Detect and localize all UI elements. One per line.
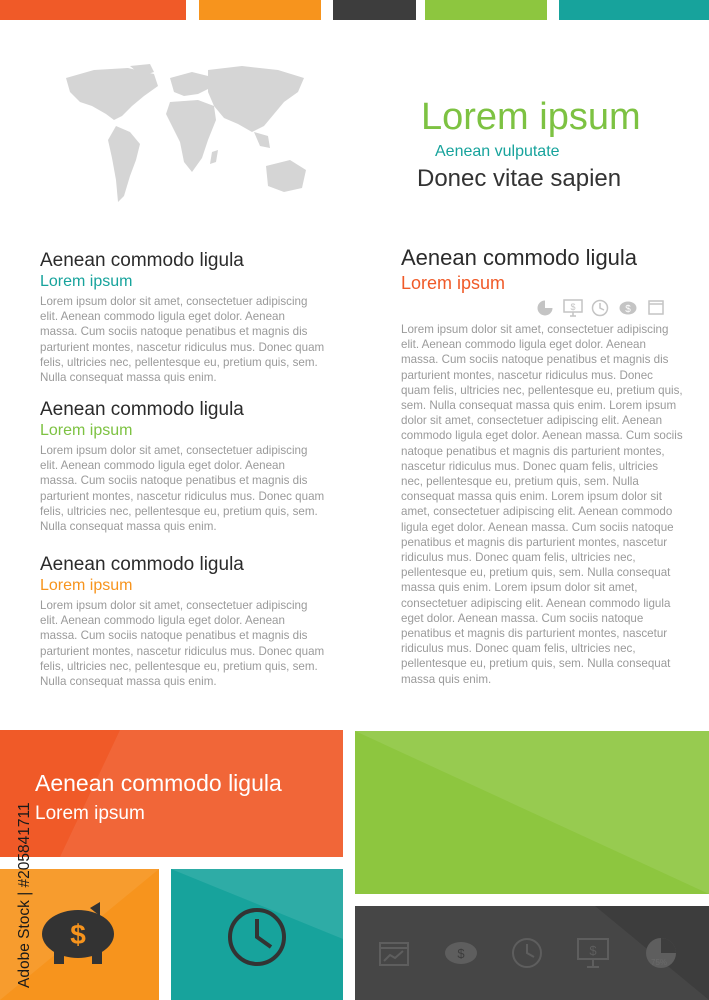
section-heading: Aenean commodo ligula: [401, 245, 638, 270]
piggy-bank-icon: [618, 300, 638, 316]
section-body: Lorem ipsum dolor sit amet, consectetuer adipiscing elit. Aenean commodo ligula eget dolor. Aenean massa. Cum sociis natoque penatibus et magnis dis parturient montes, nascetur ridiculus mus. Donec quam felis, ultricies nec, pellentesque eu, pretium quis, sem. Nulla consequat massa quis enim.: [40, 444, 325, 534]
piggy-bank-icon: [38, 902, 118, 966]
watermark-side-label: Adobe Stock | #205841711: [16, 802, 33, 988]
teal-clock-block: [171, 869, 343, 1000]
left-section-1: [40, 250, 325, 385]
world-map-image: [58, 62, 310, 226]
top-bar-orange: [0, 0, 186, 20]
dark-icon-strip: [355, 906, 709, 1000]
svg-text:$: $: [570, 302, 576, 312]
monitor-dollar-icon: [576, 937, 610, 969]
clock-icon: [511, 937, 543, 969]
top-bar-dark: [333, 0, 416, 20]
clock-icon: [227, 907, 287, 967]
pie-percentage-label: 75%: [651, 958, 668, 967]
top-bar-amber: [199, 0, 321, 20]
banner-heading: Aenean commodo ligula: [35, 770, 282, 796]
orange-heading-block: [0, 730, 343, 857]
section-subheading: Lorem ipsum: [40, 422, 133, 439]
left-section-2: [40, 399, 325, 534]
section-body: Lorem ipsum dolor sit amet, consectetuer adipiscing elit. Aenean commodo ligula eget dolor. Aenean massa. Cum sociis natoque penatibus et magnis dis parturient montes, nascetur ridiculus mus. Donec quam felis, ultricies nec, pellentesque eu, pretium quis, sem. Nulla consequat massa quis enim.: [40, 599, 325, 689]
svg-text:$: $: [70, 919, 86, 950]
section-heading: Aenean commodo ligula: [40, 554, 244, 575]
section-heading: Aenean commodo ligula: [40, 399, 244, 420]
section-subheading: Lorem ipsum: [40, 273, 133, 290]
green-facet-decoration: [355, 731, 709, 894]
clock-icon: [591, 299, 609, 317]
page-tagline: Donec vitae sapien: [417, 165, 622, 192]
watermark-side-text: [8, 766, 38, 990]
page-title: Lorem ipsum: [421, 96, 641, 138]
svg-text:$: $: [625, 304, 631, 315]
monitor-dollar-icon: [563, 299, 583, 317]
watermark-side-container: [8, 766, 38, 990]
browser-chart-icon: [379, 942, 409, 966]
pie-chart-icon: [536, 299, 554, 317]
page-subtitle: Aenean vulputate: [435, 143, 560, 160]
top-bar-teal: [559, 0, 709, 20]
section-subheading: Lorem ipsum: [401, 273, 506, 293]
section-body: Lorem ipsum dolor sit amet, consectetuer adipiscing elit. Aenean commodo ligula eget dolor. Aenean massa. Cum sociis natoque penatibus et magnis dis parturient montes, nascetur ridiculus mus. Donec quam felis, ultricies nec, pellentesque eu, pretium quis, sem. Nulla consequat massa quis enim. Lorem ipsum dolor sit amet, consectetuer adipiscing elit. Aenean commodo ligula eget dolor. Aenean massa. Cum sociis natoque penatibus et magnis dis parturient montes, nascetur ridiculus mus. Donec quam felis, ultricies nec, pellentesque eu, pretium quis, sem. Nulla consequat massa quis enim. Lorem ipsum dolor sit amet, consectetuer adipiscing elit. Aenean commodo ligula eget dolor. Aenean massa. Cum sociis natoque penatibus et magnis dis parturient montes, nascetur ridiculus mus. Donec quam felis, ultricies nec, pellentesque eu, pretium quis, sem. Nulla consequat massa quis enim. Lorem ipsum dolor sit amet, consectetuer adipiscing elit. Aenean commodo ligula eget dolor. Aenean massa. Cum sociis natoque penatibus et magnis dis parturient montes, nascetur ridiculus mus. Donec quam felis, ultricies nec, pellentesque eu, pretium quis, sem. Nulla consequat massa quis enim.: [401, 323, 683, 686]
green-block: [355, 731, 709, 894]
browser-window-icon: [648, 300, 664, 315]
piggy-bank-icon: [443, 939, 479, 967]
top-bar-green: [425, 0, 547, 20]
section-subheading: Lorem ipsum: [40, 577, 133, 594]
section-body: Lorem ipsum dolor sit amet, consectetuer adipiscing elit. Aenean commodo ligula eget dolor. Aenean massa. Cum sociis natoque penatibus et magnis dis parturient montes, nascetur ridiculus mus. Donec quam felis, ultricies nec, pellentesque eu, pretium quis, sem. Nulla consequat massa quis enim.: [40, 295, 325, 385]
left-section-3: [40, 554, 325, 689]
svg-text:$: $: [457, 946, 465, 961]
section-heading: Aenean commodo ligula: [40, 250, 244, 271]
svg-text:$: $: [589, 943, 597, 958]
banner-subheading: Lorem ipsum: [35, 803, 145, 824]
